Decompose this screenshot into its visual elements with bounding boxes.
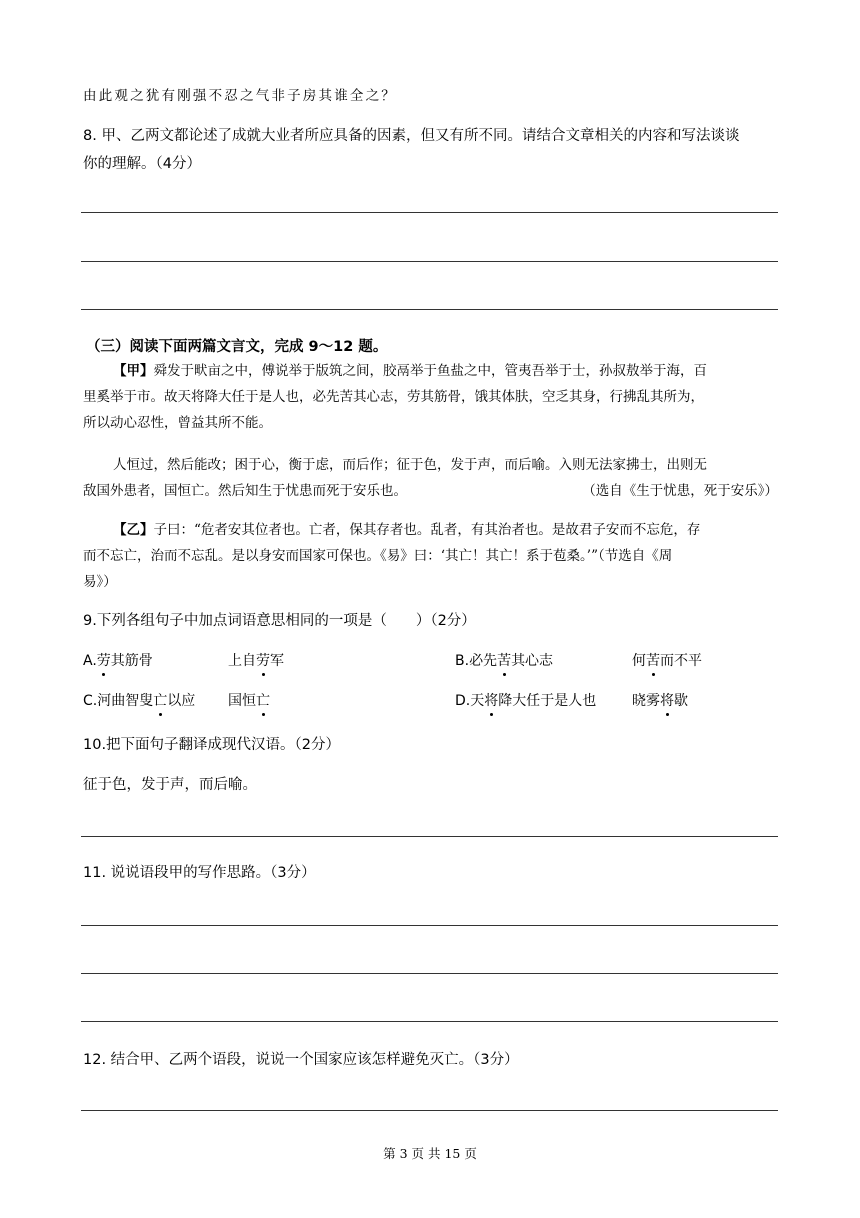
page-footer: 第 3 页 共 15 页 bbox=[383, 1146, 477, 1161]
passage-jia-source: （选自《生于忧患，死于安乐》） bbox=[582, 483, 778, 499]
option-a-second bbox=[228, 651, 284, 671]
passage-jia-line5: 敌国外患者，国恒亡。然后知生于忧患而死于安乐也。 bbox=[83, 483, 407, 499]
question-8-stem-line1: 8. 甲、乙两文都论述了成就大业者所应具备的因素，但又有所不同。请结合文章相关的内容和写法谈谈 bbox=[83, 128, 740, 144]
question-8-stem-line2: 你的理解。（4分） bbox=[83, 156, 201, 172]
question-10-sentence: 征于色，发于声，而后喻。 bbox=[83, 777, 257, 793]
passage-jia-line3: 所以动心忍性，曾益其所不能。 bbox=[83, 415, 272, 431]
answer-line[interactable] bbox=[81, 925, 778, 926]
dotted-word: 亡 bbox=[256, 693, 270, 709]
option-c-first[interactable] bbox=[83, 691, 195, 711]
passage-text: 舜发于畎亩之中，傅说举于版筑之间，胶鬲举于鱼盐之中，管夷吾举于士，孙叔敖举于海，百 bbox=[153, 363, 707, 379]
question-9-stem: 9.下列各组句子中加点词语意思相同的一项是（ ）（2分） bbox=[83, 613, 476, 629]
option-label: A. bbox=[83, 653, 97, 669]
answer-line[interactable] bbox=[81, 309, 778, 310]
option-text: 其筋骨 bbox=[110, 653, 153, 669]
option-label: D. bbox=[455, 693, 471, 709]
dotted-word: 劳 bbox=[256, 653, 270, 669]
option-c-second bbox=[228, 691, 270, 711]
passage-yi-line2: 而不忘亡，治而不忘乱。是以身安而国家可保也。《易》曰：‘其亡！其亡！系于苞桑。’”（节选自《周 bbox=[83, 548, 673, 564]
option-d-second bbox=[632, 691, 688, 711]
option-a-first[interactable] bbox=[83, 651, 153, 671]
dotted-word: 苦 bbox=[646, 653, 660, 669]
option-text: 以应 bbox=[167, 693, 196, 709]
option-text: 歇 bbox=[674, 693, 688, 709]
answer-line[interactable] bbox=[81, 973, 778, 974]
passage-yi-line3: 易》） bbox=[83, 574, 117, 590]
option-text: 降大任于是人也 bbox=[498, 693, 597, 709]
option-b-first[interactable] bbox=[455, 651, 553, 671]
answer-line[interactable] bbox=[81, 836, 778, 837]
dotted-word: 将 bbox=[660, 693, 674, 709]
dotted-word: 劳 bbox=[96, 653, 111, 669]
passage-jia-line4: 人恒过，然后能改；困于心，衡于虑，而后作；征于色，发于声，而后喻。入则无法家拂士，出则无 bbox=[113, 457, 707, 473]
option-text: 何 bbox=[632, 653, 646, 669]
passage-line: 由此观之犹有刚强不忍之气非子房其谁全之？ bbox=[83, 88, 397, 104]
answer-line[interactable] bbox=[81, 212, 778, 213]
dotted-word: 苦 bbox=[497, 653, 512, 669]
dotted-word: 亡 bbox=[153, 693, 168, 709]
question-12-stem: 12. 结合甲、乙两个语段，说说一个国家应该怎样避免灭亡。（3分） bbox=[83, 1052, 519, 1068]
dotted-word: 将 bbox=[484, 693, 499, 709]
answer-line[interactable] bbox=[81, 1021, 778, 1022]
question-10-stem: 10.把下面句子翻译成现代汉语。（2分） bbox=[83, 737, 341, 753]
answer-line[interactable] bbox=[81, 1110, 778, 1111]
option-label: B. bbox=[455, 653, 470, 669]
option-text: 天 bbox=[470, 693, 485, 709]
option-text: 其心志 bbox=[511, 653, 554, 669]
passage-jia-line1 bbox=[113, 361, 707, 381]
passage-jia-line2: 里奚举于市。故天将降大任于是人也，必先苦其心志，劳其筋骨，饿其体肤，空乏其身，行拂乱其所为， bbox=[83, 389, 704, 405]
option-text: 而不平 bbox=[660, 653, 702, 669]
section-heading: （三）阅读下面两篇文言文，完成 9～12 题。 bbox=[86, 339, 388, 355]
option-text: 河曲智叟 bbox=[97, 693, 154, 709]
option-text: 晓雾 bbox=[632, 693, 660, 709]
passage-jia-label: 【甲】 bbox=[113, 363, 154, 379]
passage-text: 子曰：“危者安其位者也。亡者，保其存者也。乱者，有其治者也。是故君子安而不忘危，存 bbox=[153, 522, 701, 538]
question-11-stem: 11. 说说语段甲的写作思路。（3分） bbox=[83, 865, 316, 881]
passage-yi-line1 bbox=[113, 520, 700, 540]
option-text: 国恒 bbox=[228, 693, 256, 709]
answer-line[interactable] bbox=[81, 261, 778, 262]
option-text: 军 bbox=[270, 653, 284, 669]
passage-yi-label: 【乙】 bbox=[113, 522, 154, 538]
option-label: C. bbox=[83, 693, 98, 709]
option-text: 必先 bbox=[469, 653, 498, 669]
option-b-second bbox=[632, 651, 702, 671]
option-text: 上自 bbox=[228, 653, 256, 669]
option-d-first[interactable] bbox=[455, 691, 596, 711]
